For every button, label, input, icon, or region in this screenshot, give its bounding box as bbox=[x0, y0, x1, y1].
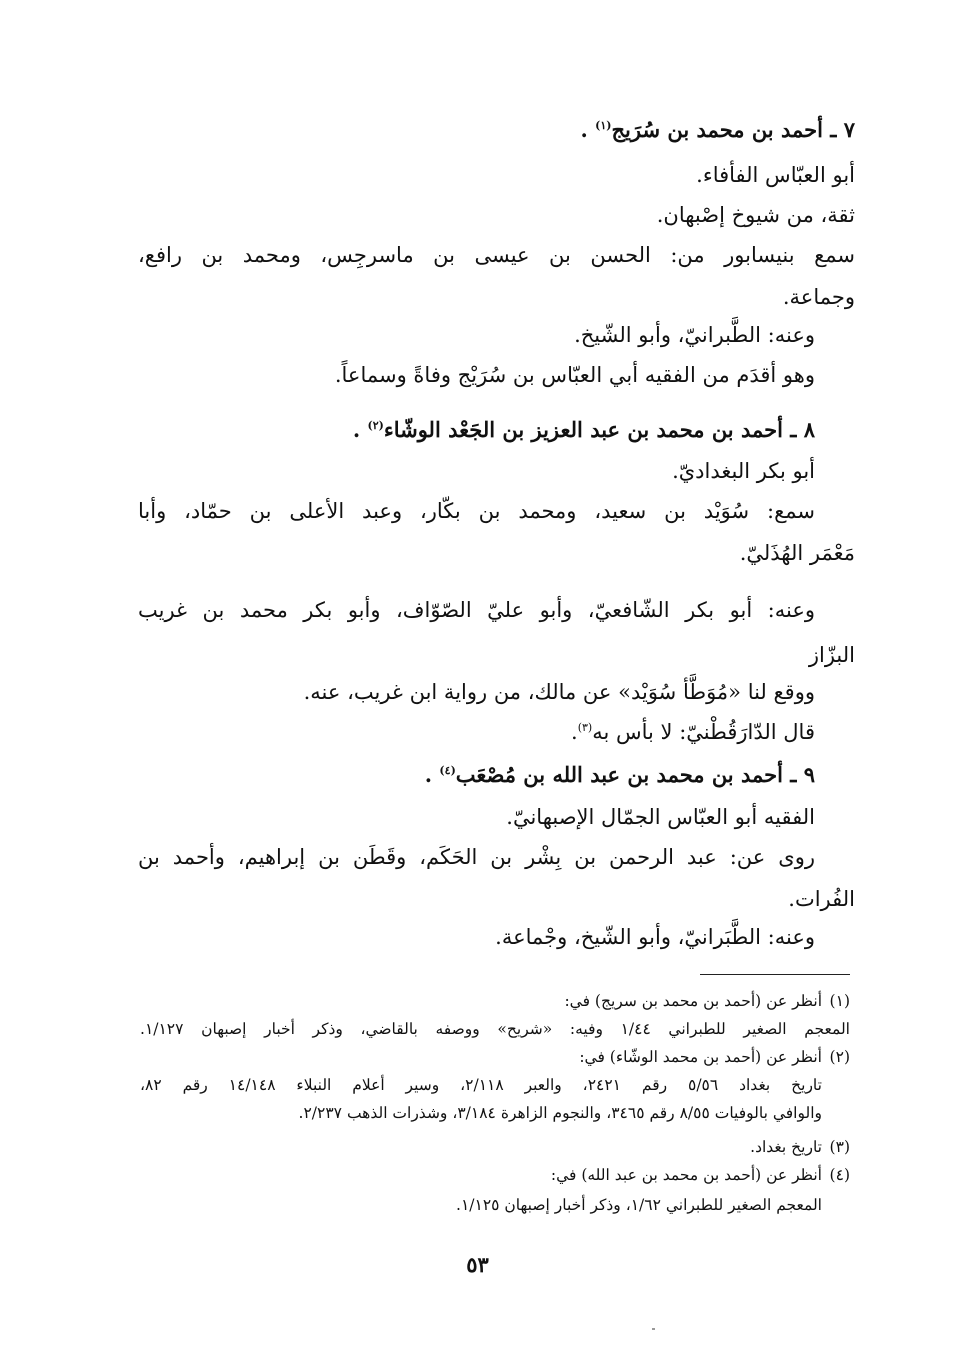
entry-line: أبو بكر البغداديّ. bbox=[672, 459, 815, 483]
footnote-line: تاريخ بغداد ٥/٥٦ رقم ٢٤٢١، والعبر ٢/١١٨، وسير أعلام النبلاء ١٤/١٤٨ رقم ٨٢، bbox=[140, 1076, 822, 1094]
footnote-marker: (١) bbox=[595, 119, 612, 132]
footnote-line: أنظر عن (أحمد بن محمد بن سريج) في: bbox=[564, 992, 822, 1010]
footnote-line: تاريخ بغداد. bbox=[750, 1138, 822, 1156]
page-number: ٥٣ bbox=[466, 1252, 489, 1277]
entry-line: الفُرات. bbox=[788, 887, 855, 911]
entry-line: الفقيه أبو العبّاس الجمّال الإصبهانيّ. bbox=[506, 805, 815, 829]
entry-line: وعنه: الطَّبَرانيّ، وأبو الشّيخ، وجْماعة. bbox=[495, 925, 815, 949]
footnote-number: (٢) bbox=[829, 1048, 850, 1066]
footnote-separator bbox=[700, 974, 850, 975]
footnote-marker: (٤) bbox=[439, 764, 456, 777]
entry-line: وهو أقدَم من الفقيه أبي العبّاس بن سُرَيْج وفاةً وسماعاً. bbox=[334, 363, 815, 387]
entry-line: وجماعة. bbox=[782, 285, 855, 309]
entry-line: ووقع لنا «مُوَطَّأ سُوَيْد» عن مالك، من رواية ابن غريب، عنه. bbox=[303, 680, 815, 704]
footnote-number: (١) bbox=[829, 992, 850, 1010]
footnote-line: أنظر عن (أحمد بن محمد بن عبد الله) في: bbox=[550, 1166, 822, 1184]
entry-line: مَعْمَر الهُذَليّ. bbox=[739, 541, 855, 565]
footnote-marker: (٢) bbox=[367, 419, 384, 432]
footnote-line: والوافي بالوفيات ٨/٥٥ رقم ٣٤٦٥، والنجوم الزاهرة ٣/١٨٤، وشذرات الذهب ٢/٢٣٧. bbox=[298, 1104, 822, 1122]
entry-line: سمع بنيسابور من: الحسن بن عيسى بن ماسرجِس، ومحمد بن رافع، bbox=[138, 243, 855, 267]
entry-heading: ٧ ـ أحمد بن محمد بن سُرَيج$^{(١)}$ . bbox=[580, 117, 855, 142]
footnote-number: (٣) bbox=[829, 1138, 850, 1156]
footnote-number: (٤) bbox=[829, 1166, 850, 1184]
entry-line: ثقة، من شيوخ إصْبهان. bbox=[656, 203, 855, 227]
footnote-line: المعجم الصغير للطبراني ١/٤٤ وفيه: «شريح» ووصفه بالقاضي، وذكر أخبار إصبهان ١/١٢٧. bbox=[140, 1020, 850, 1038]
footnote-line: أنظر عن (أحمد بن محمد الوشّاء) في: bbox=[579, 1048, 822, 1066]
entry-line: وعنه: أبو بكر الشّافعيّ، وأبو عليّ الصّوّاف، وأبو بكر محمد بن غريب bbox=[138, 598, 815, 622]
scan-speck bbox=[652, 1328, 655, 1330]
entry-heading: ٨ ـ أحمد بن محمد بن عبد العزيز بن الجَعْد الوشّاء$^{(٢)}$ . bbox=[352, 417, 815, 442]
entry-line: سمع: سُوَيْد بن سعيد، ومحمد بن بكّار، وعبد الأعلى بن حمّاد، وأبا bbox=[138, 499, 815, 523]
footnote-line: المعجم الصغير للطبراني ١/٦٢، وذكر أخبار إصبهان ١/١٢٥. bbox=[456, 1196, 822, 1214]
footnote-marker: (٣) bbox=[577, 721, 593, 734]
entry-line: وعنه: الطَّبرانيّ، وأبو الشّيخ. bbox=[574, 323, 815, 347]
entry-line: قال الدّارَقُطْنيّ: لا بأس به$^{(٣)}$. bbox=[571, 720, 815, 744]
entry-heading: ٩ ـ أحمد بن محمد بن عبد الله بن مُصْعَب$^{(٤)}$ . bbox=[424, 762, 815, 787]
entry-line: البزّاز bbox=[808, 643, 855, 667]
entry-line: روى عن: عبد الرحمن بن بِشْر بن الحَكَم، وقَطَن بن إبراهيم، وأحمد بن bbox=[138, 845, 815, 869]
entry-line: أبو العبّاس الفأفاء. bbox=[696, 163, 855, 187]
